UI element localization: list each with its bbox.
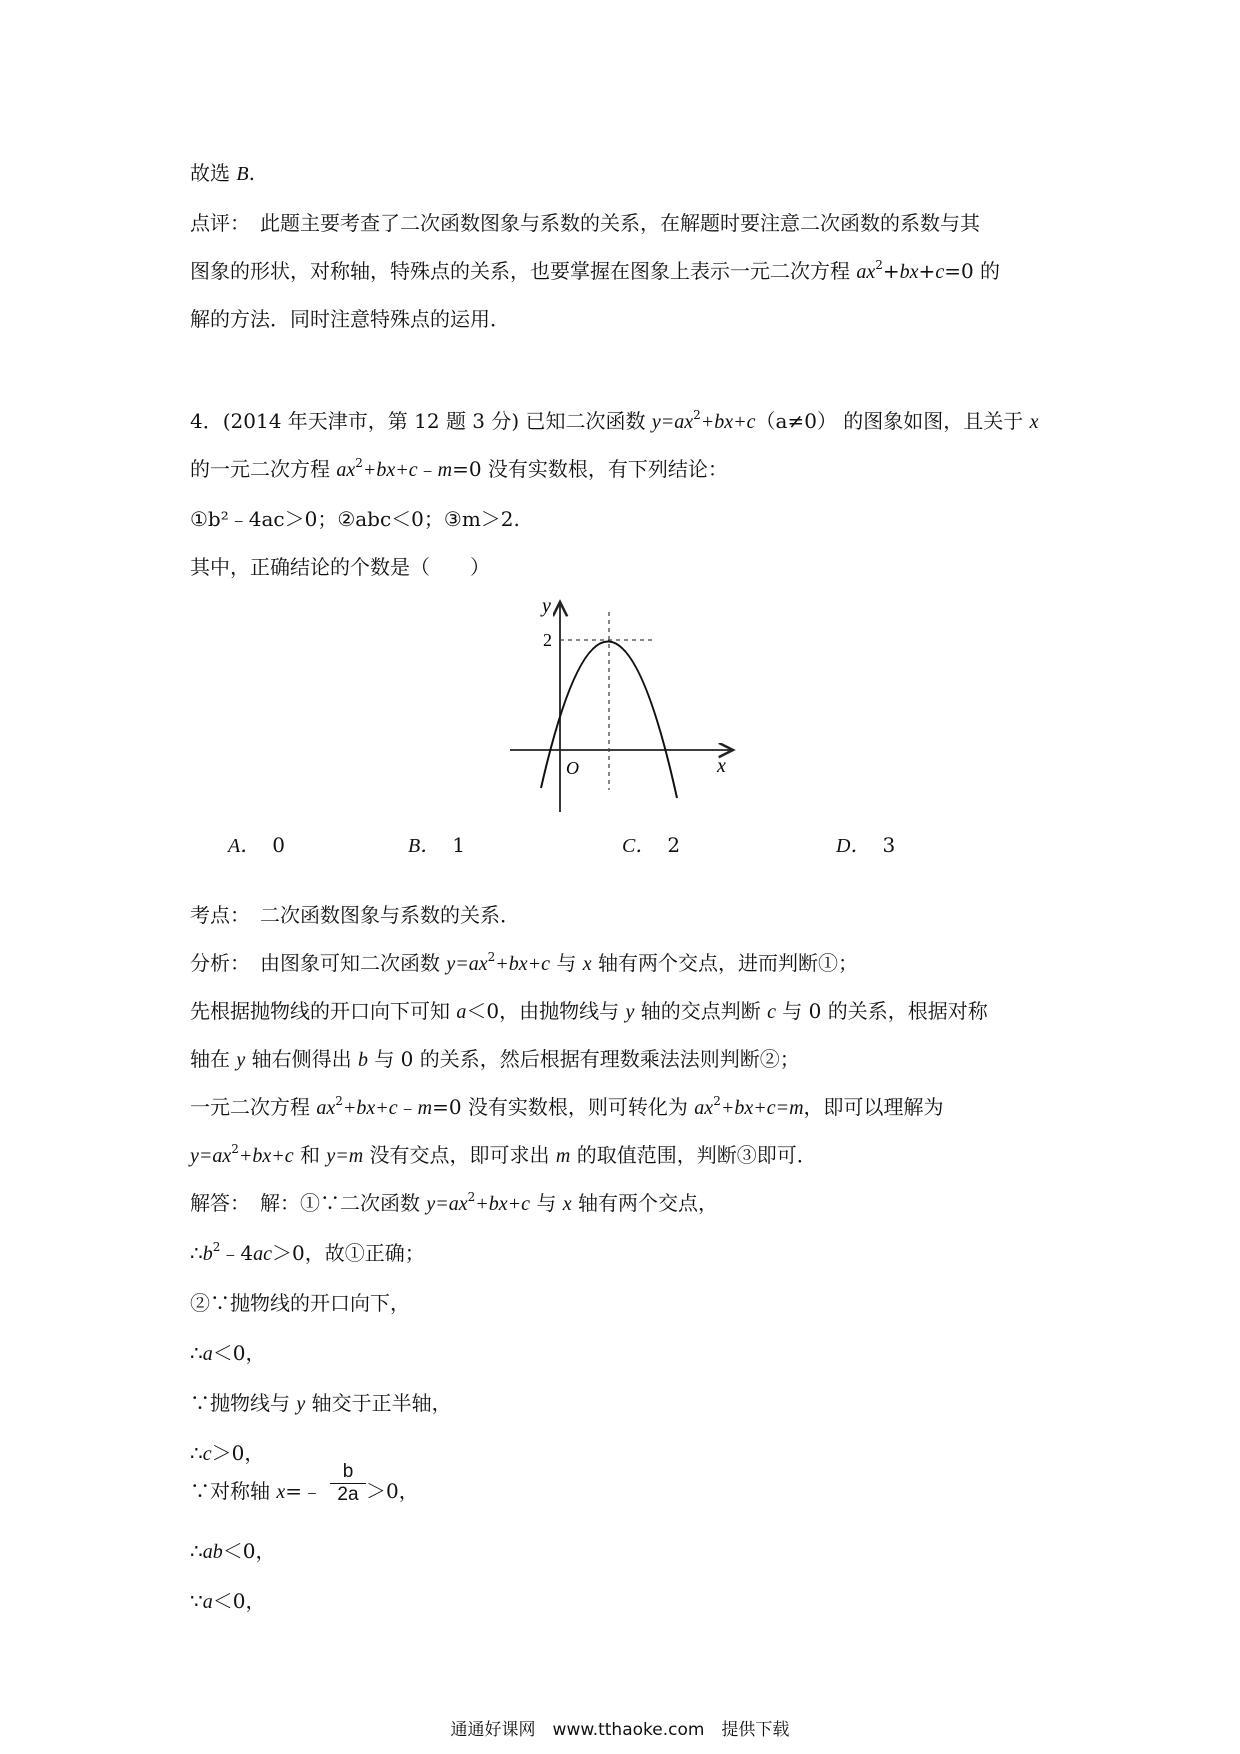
x-axis-label: x: [717, 755, 726, 777]
text-span: x: [1029, 411, 1039, 433]
superscript: 2: [355, 456, 363, 470]
text-span: x: [276, 1481, 286, 1503]
text-span: 与: [530, 1191, 563, 1215]
text-span: m: [417, 1097, 433, 1119]
text-span: ﹣: [397, 1095, 418, 1119]
vertex-y-label: 2: [543, 630, 552, 650]
text-span: 一元二次方程: [190, 1095, 317, 1119]
question-prompt: [190, 554, 490, 580]
text-span: y=ax: [190, 1145, 232, 1167]
text-span: ＞0，故①正确；: [272, 1241, 425, 1265]
text-span: x: [562, 1193, 572, 1215]
text-span: 和: [293, 1143, 327, 1167]
text-span: ＜0，: [222, 1539, 276, 1563]
text-span: ＜0，: [212, 1341, 266, 1365]
text-span: a: [202, 1343, 213, 1365]
text-span: y=m: [326, 1145, 364, 1167]
text-span: 轴有两个交点，进而判断①；: [591, 951, 858, 975]
option-a[interactable]: [228, 832, 285, 859]
text-span: bx: [899, 261, 919, 283]
superscript: 2: [231, 1142, 239, 1156]
text-span: 先根据抛物线的开口向下可知: [190, 999, 457, 1023]
step-line: [190, 1478, 419, 1505]
text-span: ax: [336, 459, 356, 481]
kaodian-line: [190, 902, 520, 928]
text-span: .: [248, 161, 255, 185]
text-line: [190, 1142, 817, 1169]
text-span: 解答： 解：①∵二次函数: [190, 1191, 427, 1215]
text-span: 与 0 的关系，然后根据有理数乘法法则判断②；: [367, 1047, 800, 1071]
text-span: ﹣4: [220, 1241, 254, 1265]
text-span: 没有交点，即可求出: [363, 1143, 556, 1167]
conclusions-line: [190, 506, 520, 532]
step-line: [190, 1290, 410, 1316]
text-span: +bx+c=m: [720, 1097, 804, 1119]
text-span: ＜0，由抛物线与: [466, 999, 626, 1023]
superscript: 2: [713, 1094, 721, 1108]
text-span: c: [202, 1443, 212, 1465]
option-value: 3: [882, 833, 896, 857]
text-span: 的一元二次方程: [190, 457, 337, 481]
text-span: y: [625, 1001, 635, 1023]
text-span: 4．(2014 年天津市，第 12 题 3 分) 已知二次函数: [190, 409, 652, 433]
text-span: 轴交于正半轴，: [305, 1391, 452, 1415]
text-span: ＞0，: [211, 1441, 265, 1465]
option-letter: C．: [622, 835, 656, 857]
text-span: +bx+c: [475, 1193, 530, 1215]
superscript: 2: [335, 1094, 343, 1108]
text-span: 的图象如图，且关于: [836, 409, 1030, 433]
text-span: +: [918, 259, 936, 283]
text-span: 点评： 此题主要考查了二次函数图象与系数的关系，在解题时要注意二次函数的系数与其: [190, 211, 980, 235]
option-letter: D．: [836, 835, 871, 857]
text-span: c: [935, 261, 945, 283]
text-span: +bx+c: [495, 953, 550, 975]
text-span: ac: [253, 1243, 272, 1265]
text-span: 的取值范围，判断③即可．: [570, 1143, 817, 1167]
text-span: m: [555, 1145, 571, 1167]
text-span: 分析： 由图象可知二次函数: [190, 951, 447, 975]
option-c[interactable]: [622, 832, 680, 859]
fraction-denominator: 2a: [337, 1484, 359, 1505]
superscript: 2: [487, 950, 496, 964]
text-span: +bx+c: [700, 411, 756, 433]
option-letter: B．: [408, 835, 441, 857]
option-letter: A．: [228, 835, 261, 857]
text-span: y=ax: [651, 411, 694, 433]
text-line: [190, 1094, 944, 1121]
text-span: ＞0，: [366, 1479, 419, 1503]
text-span: ∴: [190, 1539, 203, 1563]
text-line: [190, 1046, 800, 1073]
text-span: ∵: [190, 1589, 203, 1613]
text-span: +: [882, 259, 900, 283]
step-line: [190, 1390, 452, 1417]
text-span: =﹣: [285, 1479, 323, 1503]
text-span: 轴右侧得出: [245, 1047, 358, 1071]
text-span: b: [357, 1049, 368, 1071]
step-line: [190, 1588, 265, 1615]
superscript: 2: [467, 1190, 476, 1204]
text-span: ab: [202, 1541, 223, 1563]
text-span: 与 0 的关系，根据对称: [775, 999, 988, 1023]
text-span: c: [767, 1001, 776, 1023]
text-span: ∴: [190, 1241, 203, 1265]
jieda-line: [190, 1190, 718, 1217]
page-footer: 通通好课网 www.tthaoke.com 提供下载: [450, 1720, 790, 1740]
step-line: [190, 1440, 264, 1467]
origin-label: O: [566, 758, 579, 778]
text-span: ∴: [190, 1341, 203, 1365]
text-span: ax: [316, 1097, 336, 1119]
question-line: [190, 456, 728, 483]
text-span: ax: [856, 261, 876, 283]
text-span: y: [296, 1393, 306, 1415]
text-span: =0 没有实数根，则可转化为: [432, 1095, 695, 1119]
text-span: 与: [550, 951, 583, 975]
y-axis-label: y: [542, 595, 551, 617]
text-span: ax: [694, 1097, 714, 1119]
text-line: [190, 160, 255, 187]
text-line: [190, 258, 1000, 285]
text-line: [190, 306, 510, 332]
text-span: ②∵抛物线的开口向下，: [190, 1291, 410, 1315]
text-span: 故选: [190, 161, 237, 185]
text-span: ∵对称轴: [190, 1479, 277, 1503]
option-value: 1: [452, 833, 465, 857]
comment-label-line: [190, 210, 980, 236]
text-span: （a≠0）: [755, 409, 837, 433]
option-value: 0: [272, 833, 285, 857]
text-span: y: [236, 1049, 246, 1071]
text-span: b: [202, 1243, 213, 1265]
text-span: 其中，正确结论的个数是（ ）: [190, 555, 490, 579]
text-span: 轴在: [190, 1047, 237, 1071]
text-span: +bx+c: [342, 1097, 398, 1119]
text-span: ﹣: [417, 457, 438, 481]
superscript: 2: [212, 1240, 221, 1254]
text-line: [190, 998, 988, 1025]
text-span: 轴有两个交点，: [571, 1191, 718, 1215]
text-span: x: [582, 953, 592, 975]
text-span: +bx+c: [362, 459, 418, 481]
text-span: ①b²﹣4ac＞0；②abc＜0；③m＞2.: [190, 507, 520, 531]
text-span: 图象的形状，对称轴，特殊点的关系，也要掌握在图象上表示一元二次方程: [190, 259, 857, 283]
text-span: ∴: [190, 1441, 203, 1465]
text-span: B: [236, 163, 249, 185]
option-b[interactable]: [408, 832, 465, 859]
superscript: 2: [875, 258, 883, 272]
text-span: =0 没有实数根，有下列结论：: [452, 457, 728, 481]
step-line: [190, 1340, 265, 1367]
step-line: [190, 1538, 275, 1565]
question-intro: [190, 408, 1039, 435]
step-line: [190, 1240, 425, 1267]
text-span: ∵抛物线与: [190, 1391, 297, 1415]
text-span: +bx+c: [238, 1145, 294, 1167]
option-value: 2: [667, 833, 681, 857]
text-span: y=ax: [426, 1193, 468, 1215]
text-span: m: [437, 459, 453, 481]
text-span: 轴的交点判断: [634, 999, 768, 1023]
text-span: 考点： 二次函数图象与系数的关系．: [190, 903, 520, 927]
text-span: a: [456, 1001, 467, 1023]
fraction-numerator: b: [330, 1462, 366, 1484]
option-d[interactable]: [836, 832, 895, 859]
text-span: y=ax: [446, 953, 488, 975]
text-span: 解的方法．同时注意特殊点的运用．: [190, 307, 510, 331]
fenxi-line: [190, 950, 858, 977]
fraction-b-over-2a: [330, 1462, 366, 1506]
text-span: ，即可以理解为: [803, 1095, 944, 1119]
text-span: a: [202, 1591, 213, 1613]
parabola-graph: [505, 590, 745, 815]
superscript: 2: [693, 408, 701, 422]
text-span: ＜0，: [212, 1589, 266, 1613]
text-span: =0 的: [944, 259, 1001, 283]
